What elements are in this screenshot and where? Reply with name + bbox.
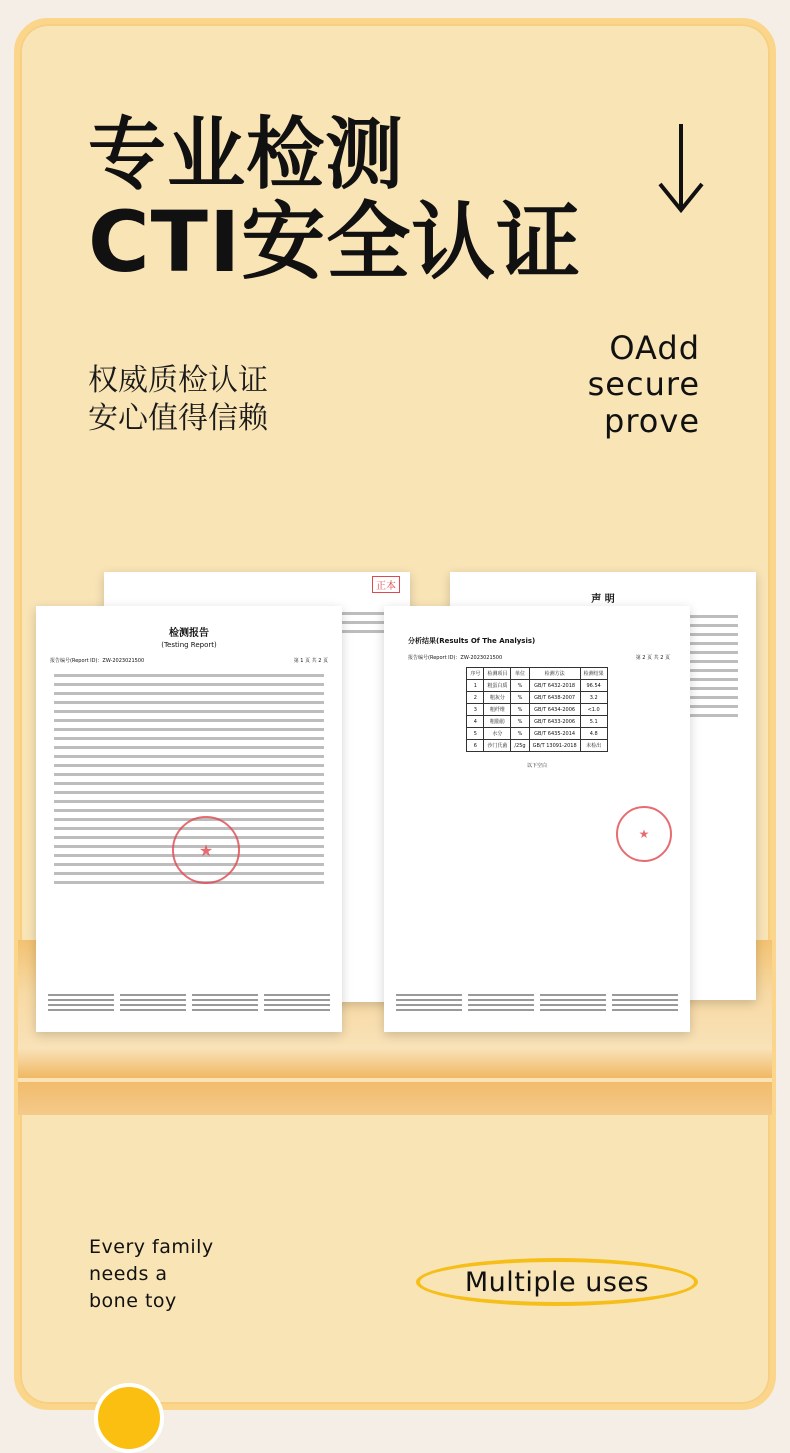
subtitle-en-line3: prove [604,402,700,440]
report-footer [48,991,330,1014]
table-row [467,716,607,728]
report-meta [50,657,328,664]
table-cell: 粗灰分 [484,692,511,704]
end-of-report: 以下空白 [526,763,547,769]
analysis-meta [408,654,670,661]
table-cell: % [511,692,529,704]
table-cell: GB/T 6434-2006 [529,704,580,716]
table-row [467,740,607,752]
analysis-report-id: 报告编号(Report ID)：ZW-2023021500 [408,655,503,661]
table-cell: 2 [467,692,484,704]
table-cell: 粗脂肪 [484,716,511,728]
table-cell: GB/T 6433-2006 [529,716,580,728]
down-arrow-icon [656,122,706,214]
red-seal-stamp: ★ [172,816,240,884]
table-header: 检测结果 [580,668,607,680]
table-cell: 1 [467,680,484,692]
table-header: 检测方法 [529,668,580,680]
subtitle-en-line1: OAdd [609,329,700,367]
analysis-results-document [384,606,690,1032]
original-stamp-label: 正本 [372,576,400,593]
subtitle-cn-line1: 权威质检认证 [88,363,268,398]
table-cell: 6 [467,740,484,752]
shelf-highlight [18,1078,772,1082]
table-cell: GB/T 6432-2018 [529,680,580,692]
table-cell: 96.54 [580,680,607,692]
table-cell: 粗纤维 [484,704,511,716]
table-cell: % [511,680,529,692]
table-cell: GB/T 13091-2018 [529,740,580,752]
table-cell: 3.2 [580,692,607,704]
table-cell: GB/T 6435-2014 [529,728,580,740]
table-cell: 沙门氏菌 [484,740,511,752]
report-title: 检测报告 [169,628,209,639]
analysis-title: 分析结果(Results Of The Analysis) [408,637,536,645]
tagline [89,1234,214,1315]
report-page: 第 1 页 共 2 页 [293,658,328,664]
red-seal-stamp: ★ [616,806,672,862]
table-cell: <1.0 [580,704,607,716]
statement-title: 声 明 [591,594,615,605]
testing-report-document [36,606,342,1032]
table-row [467,728,607,740]
table-cell: GB/T 6438-2007 [529,692,580,704]
table-header: 序号 [467,668,484,680]
table-cell: 5.1 [580,716,607,728]
tagline-line: bone toy [89,1290,177,1312]
table-cell: % [511,728,529,740]
subtitle-cn-line2: 安心值得信赖 [88,401,268,436]
table-row [467,680,607,692]
page-title-line1: 专业检测 [88,110,405,200]
table-header: 检测项目 [484,668,511,680]
subtitle-en-line2: secure [587,365,700,403]
table-row [467,692,607,704]
analysis-table [466,667,607,752]
table-cell: 水分 [484,728,511,740]
table-cell: 3 [467,704,484,716]
tagline-line: Every family [89,1236,214,1258]
table-cell: 粗蛋白质 [484,680,511,692]
table-cell: 未检出 [580,740,607,752]
decorative-circle [94,1383,164,1453]
report-id: 报告编号(Report ID)：ZW-2023021500 [50,658,145,664]
table-cell: /25g [511,740,529,752]
multiple-uses-badge: Multiple uses [416,1258,698,1306]
page-title-line2: CTI安全认证 [88,193,582,291]
report-subtitle: (Testing Report) [161,641,217,649]
table-cell: % [511,716,529,728]
table-cell: 4.8 [580,728,607,740]
table-header: 单位 [511,668,529,680]
analysis-footer [396,991,678,1014]
table-cell: % [511,704,529,716]
table-cell: 5 [467,728,484,740]
table-row [467,704,607,716]
table-cell: 4 [467,716,484,728]
tagline-line: needs a [89,1263,168,1285]
analysis-page: 第 2 页 共 2 页 [635,655,670,661]
